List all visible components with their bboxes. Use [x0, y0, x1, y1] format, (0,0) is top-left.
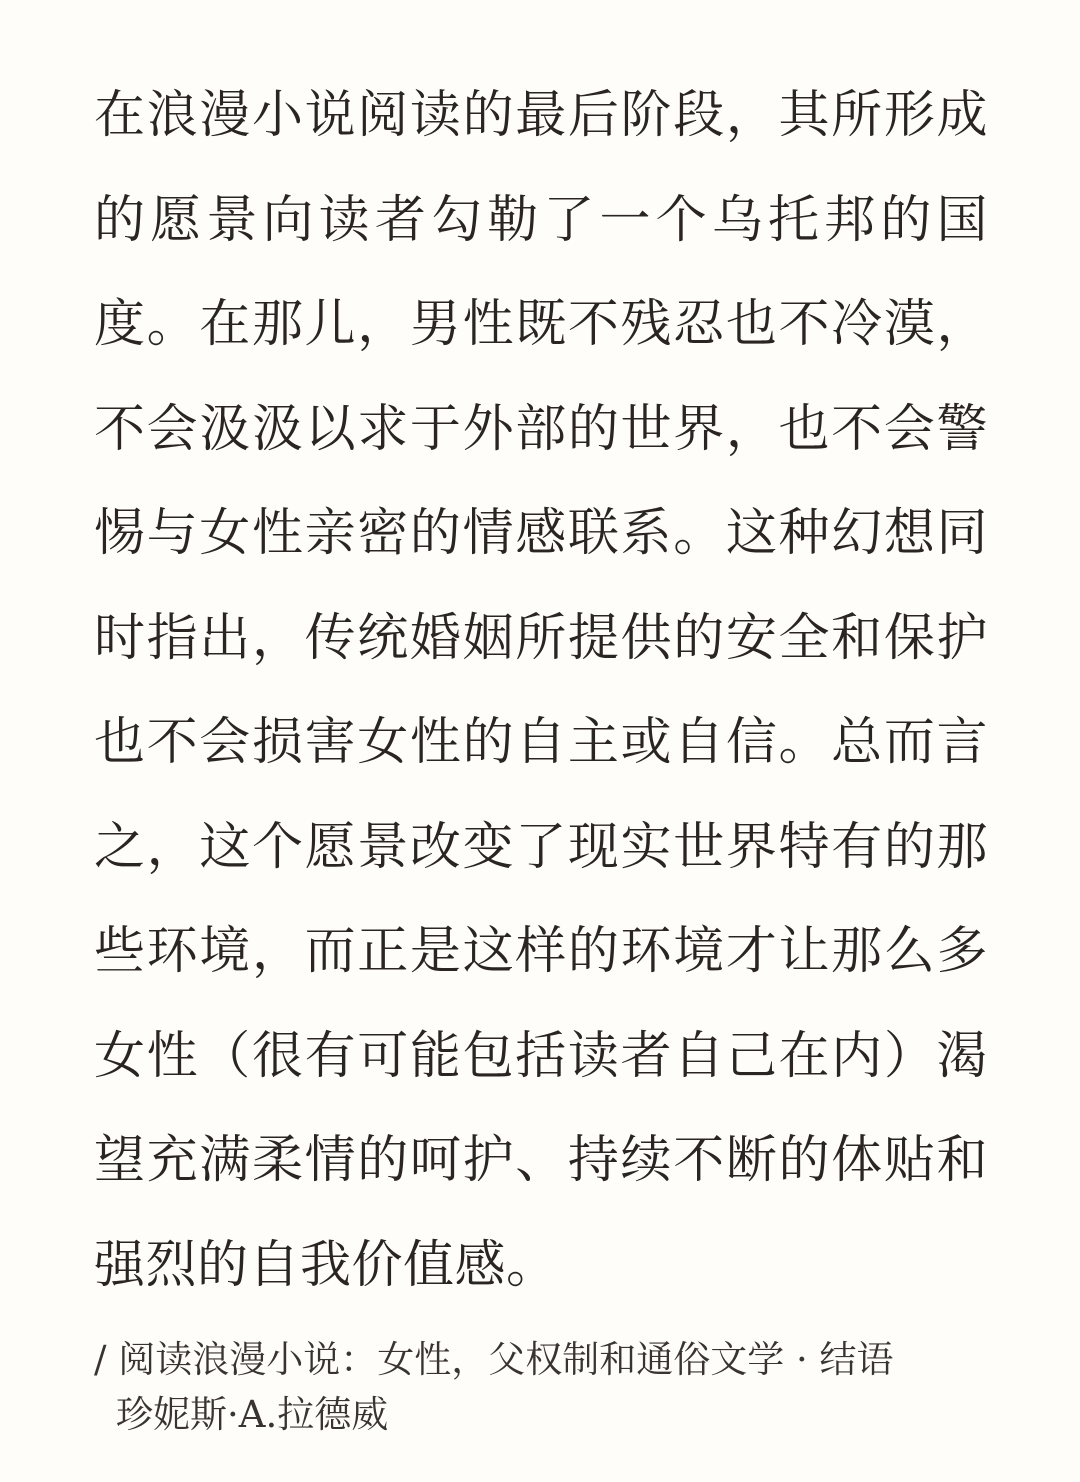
quote-paragraph: 在浪漫小说阅读的最后阶段，其所形成的愿景向读者勾勒了一个乌托邦的国度。在那儿，男性既不残忍也不冷漠，不会汲汲以求于外部的世界，也不会警惕与女性亲密的情感联系。这种幻想同时指出，传统婚姻所提供的安全和保护也不会损害女性的自主或自信。总而言之，这个愿景改变了现实世界特有的那些环境，而正是这样的环境才让那么多女性（很有可能包括读者自己在内）渴望充满柔情的呵护、持续不断的体贴和强烈的自我价值感。 — [94, 86, 988, 1295]
source-book-title: / 阅读浪漫小说：女性，父权制和通俗文学 · 结语 — [94, 1338, 894, 1381]
source-author: 珍妮斯·A.拉德威 — [116, 1393, 389, 1436]
source-citation — [94, 1332, 1004, 1442]
